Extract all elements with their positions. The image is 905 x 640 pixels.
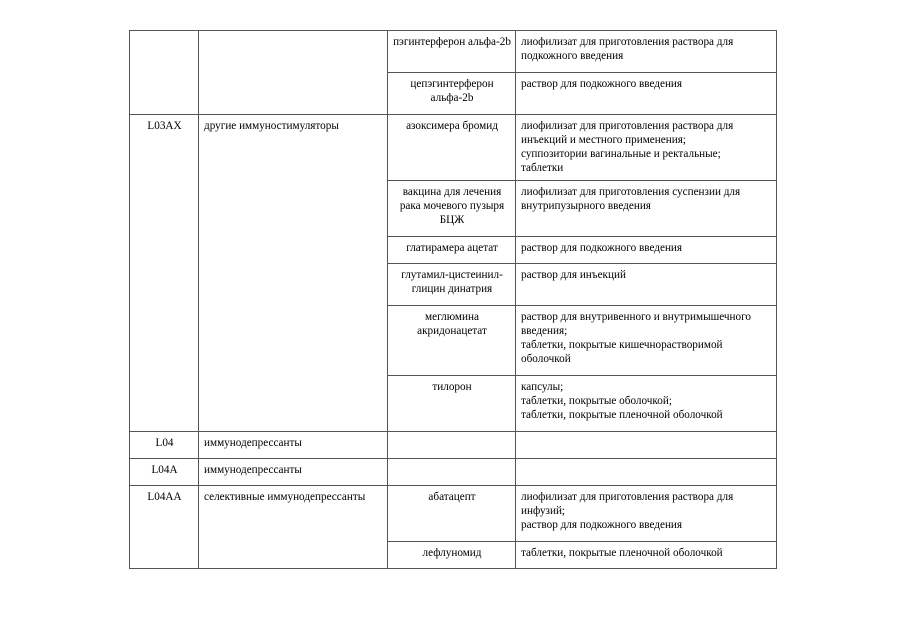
drug-name-cell: пэгинтерферон альфа-2b	[388, 31, 516, 73]
drug-name-cell: тилорон	[388, 376, 516, 432]
dosage-form-line: таблетки, покрытые кишечнорастворимой оболочкой	[521, 339, 723, 365]
dosage-form-line: лиофилизат для приготовления раствора для инъекций и местного применения;	[521, 120, 734, 146]
dosage-form-cell	[516, 432, 777, 459]
table-row	[130, 432, 777, 459]
drug-name-cell: лефлуномид	[388, 542, 516, 569]
dosage-form-cell	[516, 376, 777, 432]
atc-code-cell: L04A	[130, 459, 199, 486]
dosage-form-cell	[516, 31, 777, 73]
dosage-form-line: таблетки, покрытые пленочной оболочкой	[521, 547, 723, 559]
dosage-form-line: таблетки, покрытые оболочкой;	[521, 395, 672, 407]
drug-name-cell: азоксимера бромид	[388, 115, 516, 181]
dosage-form-line: раствор для внутривенного и внутримышечного введения;	[521, 311, 752, 337]
dosage-form-cell	[516, 181, 777, 237]
drug-name-cell: глатирамера ацетат	[388, 237, 516, 264]
dosage-form-line: капсулы;	[521, 381, 564, 393]
dosage-form-cell	[516, 237, 777, 264]
dosage-form-line: таблетки, покрытые пленочной оболочкой	[521, 409, 723, 421]
drug-name-cell: абатацепт	[388, 486, 516, 542]
drug-name-cell: цепэгинтерферон альфа-2b	[388, 73, 516, 115]
table-row	[130, 486, 777, 542]
atc-group-cell: иммунодепрессанты	[199, 432, 388, 459]
dosage-form-line: лиофилизат для приготовления раствора для подкожного введения	[521, 36, 734, 62]
drug-name-cell: меглюмина акридонацетат	[388, 306, 516, 376]
dosage-form-line: раствор для подкожного введения	[521, 242, 683, 254]
drug-name-cell	[388, 459, 516, 486]
dosage-form-cell	[516, 306, 777, 376]
dosage-form-cell	[516, 264, 777, 306]
atc-code-cell: L04	[130, 432, 199, 459]
atc-code-cell: L04AA	[130, 486, 199, 569]
dosage-form-cell	[516, 486, 777, 542]
dosage-form-line: таблетки	[521, 162, 564, 174]
dosage-form-cell	[516, 73, 777, 115]
table-row	[130, 115, 777, 181]
dosage-form-cell	[516, 115, 777, 181]
drug-table	[129, 30, 777, 569]
dosage-form-line: лиофилизат для приготовления суспензии для внутрипузырного введения	[521, 186, 741, 212]
dosage-form-line: раствор для подкожного введения	[521, 519, 683, 531]
atc-group-cell	[199, 31, 388, 115]
table-row	[130, 459, 777, 486]
table-row	[130, 31, 777, 73]
dosage-form-line: раствор для инъекций	[521, 269, 626, 281]
dosage-form-cell	[516, 459, 777, 486]
atc-group-cell: селективные иммунодепрессанты	[199, 486, 388, 569]
drug-name-cell: вакцина для лечения рака мочевого пузыря БЦЖ	[388, 181, 516, 237]
drug-name-cell	[388, 432, 516, 459]
drug-name-cell: глутамил-цистеинил-глицин динатрия	[388, 264, 516, 306]
atc-group-cell: иммунодепрессанты	[199, 459, 388, 486]
atc-group-cell: другие иммуностимуляторы	[199, 115, 388, 432]
dosage-form-cell	[516, 542, 777, 569]
dosage-form-line: суппозитории вагинальные и ректальные;	[521, 148, 721, 160]
dosage-form-line: раствор для подкожного введения	[521, 78, 683, 90]
dosage-form-line: лиофилизат для приготовления раствора для инфузий;	[521, 491, 734, 517]
atc-code-cell: L03AX	[130, 115, 199, 432]
atc-code-cell	[130, 31, 199, 115]
